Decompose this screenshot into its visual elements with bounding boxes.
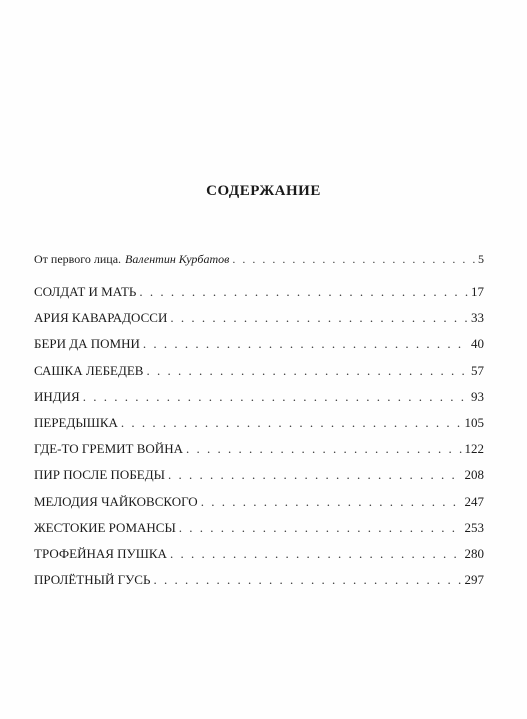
toc-entry [34, 415, 484, 441]
entry-title: От первого лица. [34, 252, 122, 266]
dot-leader [168, 467, 462, 483]
dot-leader [232, 252, 475, 267]
entry-page-number: 297 [464, 572, 484, 588]
toc-entry [34, 572, 484, 598]
entry-page-number: 253 [464, 519, 484, 535]
toc-entry [34, 520, 484, 546]
toc-heading: СОДЕРЖАНИЕ [206, 183, 321, 199]
toc-entry [34, 467, 484, 493]
dot-leader [121, 415, 462, 431]
toc-entry [34, 441, 484, 467]
dot-leader [146, 363, 468, 379]
toc-entry [34, 363, 484, 389]
dot-leader [201, 494, 462, 510]
entry-page-number: 280 [464, 545, 484, 561]
toc-entry [34, 546, 484, 572]
entry-title: ПИР ПОСЛЕ ПОБЕДЫ [34, 467, 165, 483]
entry-title: АРИЯ КАВАРАДОССИ [34, 310, 168, 326]
entry-page-number: 33 [471, 310, 484, 326]
dot-leader [83, 389, 468, 405]
entry-title: ИНДИЯ [34, 388, 80, 404]
entry-title: ЖЕСТОКИЕ РОМАНСЫ [34, 519, 176, 535]
dot-leader [179, 520, 462, 536]
entry-title: СОЛДАТ И МАТЬ [34, 284, 137, 299]
entry-page-number: 93 [471, 388, 484, 404]
entry-page-number: 247 [464, 493, 484, 509]
dot-leader [186, 441, 462, 457]
dot-leader [170, 310, 468, 326]
entry-page-number: 5 [478, 252, 484, 266]
toc-entry-foreword [34, 252, 484, 284]
entry-title: БЕРИ ДА ПОМНИ [34, 336, 140, 352]
entry-page-number: 208 [464, 467, 484, 483]
toc-list [34, 252, 484, 598]
entry-title: МЕЛОДИЯ ЧАЙКОВСКОГО [34, 493, 198, 509]
entry-page-number: 17 [471, 284, 484, 299]
toc-entry [34, 494, 484, 520]
entry-title: ПЕРЕДЫШКА [34, 414, 118, 430]
toc-entry [34, 336, 484, 362]
dot-leader [139, 284, 468, 300]
toc-entry [34, 389, 484, 415]
dot-leader [153, 572, 461, 588]
dot-leader [170, 546, 462, 562]
entry-title: САШКА ЛЕБЕДЕВ [34, 362, 144, 378]
entry-title: ПРОЛЁТНЫЙ ГУСЬ [34, 572, 151, 588]
entry-page-number: 57 [471, 362, 484, 378]
toc-entry [34, 284, 484, 310]
dot-leader [143, 336, 468, 352]
entry-author: Валентин Курбатов [125, 252, 230, 266]
entry-page-number: 40 [471, 336, 484, 352]
entry-title: ГДЕ-ТО ГРЕМИТ ВОЙНА [34, 441, 183, 457]
entry-page-number: 122 [464, 441, 484, 457]
toc-entry [34, 310, 484, 336]
entry-page-number: 105 [464, 414, 484, 430]
entry-title: ТРОФЕЙНАЯ ПУШКА [34, 545, 167, 561]
